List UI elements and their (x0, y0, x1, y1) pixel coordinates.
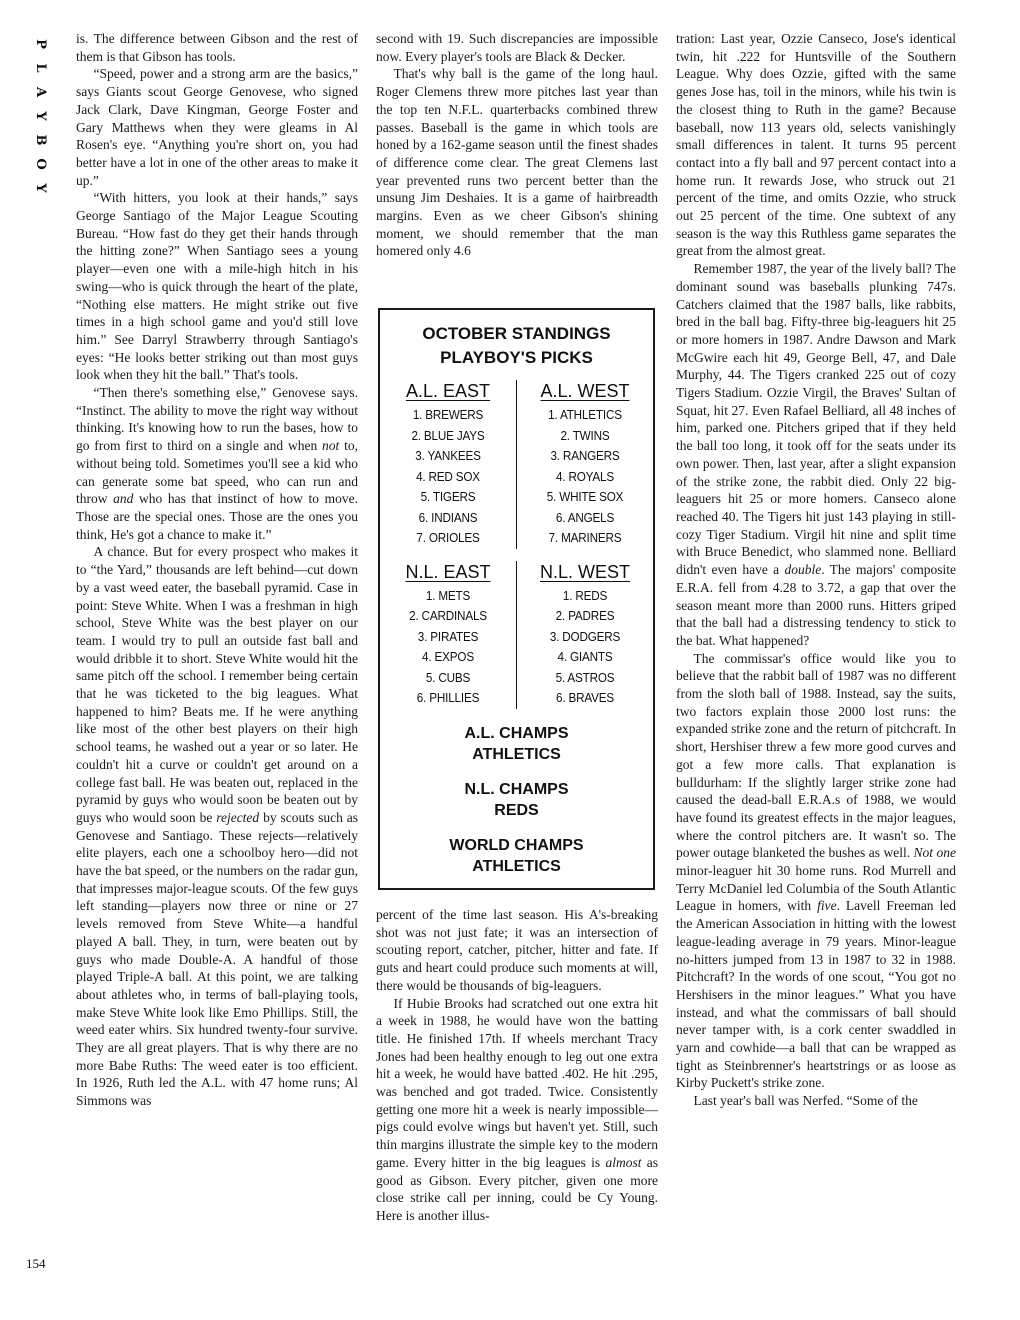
team-standing: 4. GIANTS (557, 649, 613, 664)
article-paragraph: Remember 1987, the year of the lively ball? The dominant sound was baseballs plunking 747s. Catchers claimed that the 1987 balls, like rabbits, bred in the ball bag. Fifty-three big-leaguers hit 25 or more homers in 1987. Andre Dawson and Mark McGwire each hit 49, George Bell, 47, and Dale Murphy, 44. The Tigers cranked 225 out of cozy Tigers Stadium. Ozzie Virgil, the Braves' Sultan of Squat, hit 27. Even Rafael Belliard, all 48 inches of him, parked one. Pitchers griped that if they held the ball too long, it took off for the seats under its own power. Then, last year, after a slight expansion of the strike zone, the rabbit died. Only 22 big-leaguers hit 25 or more homers. Canseco alone reached 40. The Tigers hit just 143 playing in still-cozy Tiger Stadium. Virgil hit nine and split time with Bruce Benedict, who slammed none. Belliard didn't even have a double. The majors' composite E.R.A. fell from 4.28 to 3.72, a gap that over the season meant more than 2000 runs. Hitters griped that the ball had a distressing tendency to stick to the bat. What happened? (676, 261, 956, 648)
champion-entry (380, 835, 653, 877)
nl-west-column (517, 561, 653, 709)
article-paragraph: “Then there's something else,” Genovese says. “Instinct. The ability to move the right way without thinking. It's knowing how to run the bases, how to go from first to third on a single and when not to, without being told. Sometimes you'll see a kid who can generate some bat speed, who can run and throw and who has that instinct of how to move. Those are the special ones. Those are the ones you think, He's got a chance to make it.” (76, 385, 358, 542)
team-standing: 7. ORIOLES (416, 530, 480, 545)
article-column-2-top (376, 30, 658, 260)
team-standing: 3. YANKEES (415, 448, 481, 463)
team-standing: 6. BRAVES (556, 690, 614, 705)
team-standing: 5. CUBS (425, 669, 471, 685)
nl-divisions (380, 561, 653, 709)
box-title: OCTOBER STANDINGS PLAYBOY'S PICKS (422, 324, 611, 367)
team-standing: 2. BLUE JAYS (411, 427, 485, 443)
article-paragraph: The commissar's office would like you to believe that the rabbit ball of 1987 was no different from the sloth ball of 1988. Instead, say the suits, two factors explain those 2000 lost runs: the expanded strike zone and the return of pitchcraft. In short, Hershiser threw a few more good curves and got a few more calls. That explanation is bulldurham: If the slightly larger strike zone had caused the dead-ball E.R.A.s of 1988, we would have found its greatest effects in the major leagues, where the control pitchers are. It wasn't so. The power outage blanketed the bushes as well. Not one minor-leaguer hit 30 home runs. Rod Murrell and Terry McDaniel led Columbia of the South Atlantic League in homers, with five. Lavell Freeman led the American Association in hitting with the lowest league-leading average in 79 years. Minor-league no-hitters jumped from 13 in 1987 to 32 in 1988. Pitchcraft? In the words of one scout, “You got no Hershisers in the minor leagues.” What you have instead, and what the commissars of ball should never tamper with, is a cork center swaddled in yarn and cowhide—a ball that can be wrapped as tight as Steinbrenner's heartstrings or as loose as Kirby Puckett's strike zone. (676, 650, 957, 1091)
al-west-column (517, 380, 653, 549)
team-standing: 3. DODGERS (549, 628, 621, 644)
al-west-list (517, 405, 653, 549)
article-paragraph: is. The difference between Gibson and the rest of them is that Gibson has tools. (76, 31, 358, 64)
team-standing: 3. PIRATES (417, 628, 479, 644)
al-east-column (380, 380, 517, 549)
magazine-name-letter: L (33, 63, 48, 73)
magazine-name-letter: O (33, 158, 48, 170)
magazine-name-letter: P (33, 39, 48, 49)
nl-east-heading: N.L. EAST (405, 561, 491, 582)
team-standing: 4. RED SOX (416, 468, 480, 484)
team-standing: 1. ATHLETICS (548, 407, 622, 422)
nl-east-list (380, 586, 516, 709)
article-paragraph: If Hubie Brooks had scratched out one extra hit a week in 1988, he would have won the batting title. He finished 17th. If wheels merchant Tracy Jones had been healthy enough to leg out one extra hit a week, he would have batted .402. He hit .295, was benched and got traded. Twice. Consistently getting one more hit a week is nearly impossible—pigs could evolve wings but haven't yet. Still, such thin margins illustrate the simple key to the modern game. Every hitter in the big leagues is almost as good as Gibson. Every pitcher, given one more close strike call per inning, could be Cy Young. Here is another illus- (376, 995, 658, 1223)
team-standing: 2. TWINS (560, 427, 610, 443)
champion-title: WORLD CHAMPS (449, 836, 584, 854)
article-paragraph: “Speed, power and a strong arm are the basics,” says Giants scout George Genovese, who signed Jack Clark, Dave Kingman, George Foster and Gary Matthews when they were gleams in Al Rosen's eye. “Anything you're short on, you had better have a lot in one of the other areas to make it up.” (76, 66, 358, 188)
al-east-heading: A.L. EAST (405, 381, 491, 401)
champion-team: REDS (494, 801, 539, 819)
magazine-name-vertical (30, 32, 50, 200)
team-standing: 6. INDIANS (418, 509, 478, 525)
magazine-name-letter: B (33, 134, 48, 146)
article-paragraph: “With hitters, you look at their hands,” says George Santiago of the Major League Scouting Bureau. “How fast do they get their hands through the hitting zone?” When Santiago sees a young player—even one with a mile-high hitch in his swing—who is quick through the heart of the plate, “Nothing else matters. He might strike out five times in a high school game and you'd still love him.” See Darryl Strawberry through Santiago's eyes: “He looks better striking out than most guys look when they hit the ball.” That's tools. (76, 190, 358, 383)
team-standing: 4. EXPOS (422, 649, 474, 664)
page-number: 154 (26, 1256, 46, 1271)
article-column-3 (676, 30, 956, 1110)
article-column-2-bottom (376, 906, 658, 1225)
champion-entry (380, 723, 653, 765)
magazine-name-letter: Y (33, 111, 48, 121)
nl-east-column (380, 561, 517, 709)
article-paragraph: tration: Last year, Ozzie Canseco, Jose's identical twin, hit .222 for Huntsville of the Southern League. Why does Ozzie, gifted with the same genes Jose has, toil in the minors, while his twin is the closest thing to Ruth in the game? Because baseball, now 113 years old, selects vanishingly small differences in talent. It turns 95 percent contact into a fly ball and 97 percent contact into a home run. It rewards Jose, who struck out 21 percent of the time, and omits Ozzie, who struck out 25 percent of the time. One subtext of any season is the way this Ruthless game separates the great from the almost great. (676, 31, 956, 259)
team-standing: 5. WHITE SOX (546, 489, 624, 504)
article-paragraph: A chance. But for every prospect who makes it to “the Yard,” thousands are left behind—cut down by a vast weed eater, the baseball pyramid. Case in point: Steve White. When I was a freshman in high school, Steve White was the best player on our team. I would try to pull an outside fast ball and would dribble it to short. Steve White would hit the same pitch off the school. I remember being certain that he was ticketed to the big leagues. What happened to him? Beats me. If he were anything like most of the other best players on their high school teams, he washed out a year or so later. He couldn't hit a curve or couldn't get around on a college fast ball. He was beaten out, replaced in the pyramid by guys who would soon be beaten out by guys who would soon be rejected by scouts such as Genovese and Santiago. These rejects—relatively elite players, each one a schoolboy hero—did not have the bat speed, or the numbers on the radar gun, that impresses major-league scouts. Of the few guys left standing—players now three or nine or 27 levels removed from Steve White—a handful played A ball. They, in turn, were beaten out by guys who made Double-A. A handful of those played Triple-A ball. At this point, we are talking about athletes who, in terms of ball-playing tools, make Steve White look like Emo Phillips. Still, the weed eater whirs. Six hundred twenty-four survive. They are all great players. That is why there are no more Babe Ruths: The weed eater is too efficient. In 1926, Ruth led the A.L. with 47 home runs; Al Simmons was (76, 544, 358, 1109)
nl-west-heading: N.L. WEST (539, 561, 630, 582)
article-column-1 (76, 30, 358, 1110)
october-standings-box (378, 308, 655, 890)
team-standing: 2. PADRES (555, 608, 615, 623)
magazine-name-letter: A (33, 86, 48, 98)
team-standing: 1. BREWERS (412, 407, 484, 422)
team-standing: 2. CARDINALS (409, 608, 487, 623)
champion-team: ATHLETICS (472, 745, 561, 763)
champion-title: A.L. CHAMPS (464, 724, 569, 742)
nl-west-list (517, 586, 653, 709)
team-standing: 5. ASTROS (555, 669, 615, 685)
team-standing: 1. REDS (562, 587, 608, 603)
team-standing: 6. PHILLIES (416, 690, 480, 705)
champion-title: N.L. CHAMPS (464, 780, 569, 798)
team-standing: 5. TIGERS (420, 489, 476, 504)
magazine-name-letter: Y (33, 183, 48, 193)
al-east-list (380, 405, 516, 549)
team-standing: 1. METS (425, 587, 471, 603)
al-west-heading: A.L. WEST (540, 381, 630, 401)
champions-list (380, 723, 653, 877)
article-paragraph: second with 19. Such discrepancies are impossible now. Every player's tools are Black & Decker. (376, 31, 658, 64)
al-divisions (380, 380, 653, 549)
champion-team: ATHLETICS (472, 857, 561, 875)
team-standing: 3. RANGERS (550, 448, 620, 463)
article-paragraph: Last year's ball was Nerfed. “Some of the (693, 1093, 918, 1109)
article-paragraph: percent of the time last season. His A's-breaking shot was not just fate; it was an intersection of scouting report, catcher, pitcher, hitter and fate. If guts and heart could produce such moments at will, there would be thousands of big-leaguers. (376, 907, 658, 993)
article-paragraph: That's why ball is the game of the long haul. Roger Clemens threw more pitches last year than the top ten N.F.L. quarterbacks combined threw passes. Baseball is the game in which tools are honed by a 162-game season until the finest shades of difference come clear. The great Clemens last year prevented runs two percent better than the unsung Jim Deshaies. It is a game of hairbreadth margins. Even as we cheer Gibson's shining moment, we should remember that the man homered only 4.6 (376, 66, 658, 259)
team-standing: 4. ROYALS (556, 468, 614, 484)
team-standing: 6. ANGELS (555, 509, 615, 525)
champion-entry (380, 779, 653, 821)
team-standing: 7. MARINERS (548, 530, 622, 545)
